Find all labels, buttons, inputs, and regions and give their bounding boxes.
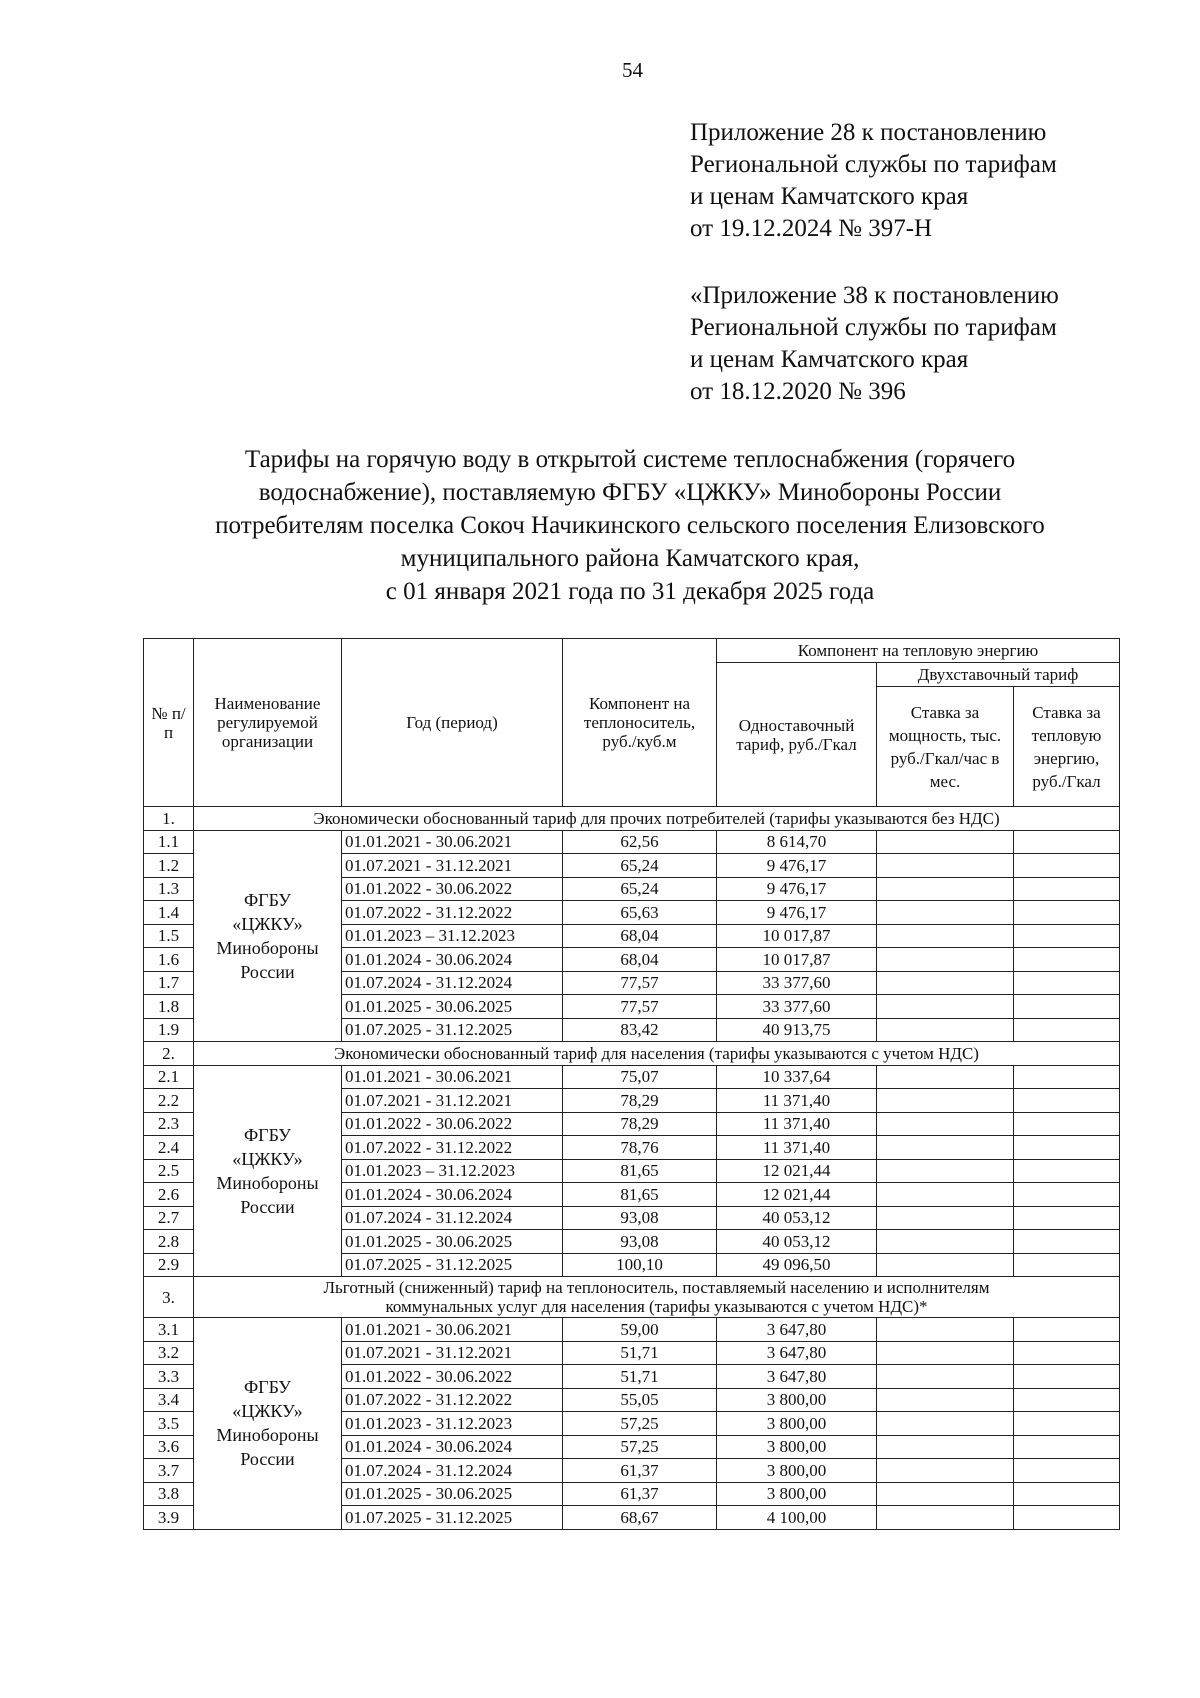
period: 01.07.2021 - 31.12.2021 bbox=[342, 1341, 563, 1365]
capacity-rate bbox=[877, 1230, 1014, 1254]
annex-current bbox=[690, 117, 1057, 245]
capacity-rate bbox=[877, 1318, 1014, 1342]
energy-rate bbox=[1014, 1482, 1120, 1506]
single-rate-tariff: 33 377,60 bbox=[717, 971, 877, 995]
capacity-rate bbox=[877, 1089, 1014, 1113]
row-num: 2.5 bbox=[144, 1159, 194, 1183]
carrier-component: 65,24 bbox=[563, 854, 717, 878]
energy-rate bbox=[1014, 1136, 1120, 1160]
single-rate-tariff: 3 800,00 bbox=[717, 1388, 877, 1412]
org-name bbox=[194, 1065, 342, 1277]
title-line: потребителям поселка Сокоч Начикинского сельского поселения Елизовского bbox=[215, 512, 1045, 539]
capacity-rate bbox=[877, 1253, 1014, 1277]
carrier-component: 68,04 bbox=[563, 948, 717, 972]
capacity-rate bbox=[877, 854, 1014, 878]
title-line: водоснабжение), поставляемую ФГБУ «ЦЖКУ» Минобороны России bbox=[258, 479, 1002, 506]
energy-rate bbox=[1014, 1435, 1120, 1459]
annex-line: Приложение 28 к постановлению bbox=[690, 119, 1047, 146]
period: 01.01.2023 – 31.12.2023 bbox=[342, 924, 563, 948]
capacity-rate bbox=[877, 924, 1014, 948]
row-num: 1.4 bbox=[144, 901, 194, 925]
row-num: 1.7 bbox=[144, 971, 194, 995]
row-num: 3.4 bbox=[144, 1388, 194, 1412]
row-num: 2.4 bbox=[144, 1136, 194, 1160]
annex-line: от 19.12.2024 № 397-Н bbox=[690, 215, 933, 242]
single-rate-tariff: 3 647,80 bbox=[717, 1341, 877, 1365]
header-num: № п/п bbox=[144, 639, 194, 807]
energy-rate bbox=[1014, 1183, 1120, 1207]
carrier-component: 100,10 bbox=[563, 1253, 717, 1277]
capacity-rate bbox=[877, 830, 1014, 854]
single-rate-tariff: 12 021,44 bbox=[717, 1159, 877, 1183]
single-rate-tariff: 8 614,70 bbox=[717, 830, 877, 854]
carrier-component: 75,07 bbox=[563, 1065, 717, 1089]
energy-rate bbox=[1014, 971, 1120, 995]
row-num: 3.9 bbox=[144, 1506, 194, 1530]
period: 01.01.2024 - 30.06.2024 bbox=[342, 1183, 563, 1207]
row-num: 1.6 bbox=[144, 948, 194, 972]
single-rate-tariff: 9 476,17 bbox=[717, 854, 877, 878]
title-line: Тарифы на горячую воду в открытой системе теплоснабжения (горячего bbox=[244, 446, 1016, 473]
period: 01.07.2022 - 31.12.2022 bbox=[342, 1388, 563, 1412]
section-num: 3. bbox=[144, 1277, 194, 1318]
period: 01.07.2022 - 31.12.2022 bbox=[342, 1136, 563, 1160]
period: 01.01.2023 - 31.12.2023 bbox=[342, 1412, 563, 1436]
single-rate-tariff: 10 337,64 bbox=[717, 1065, 877, 1089]
capacity-rate bbox=[877, 1435, 1014, 1459]
energy-rate bbox=[1014, 1388, 1120, 1412]
annex-line: Региональной службы по тарифам bbox=[690, 314, 1057, 341]
single-rate-tariff: 11 371,40 bbox=[717, 1089, 877, 1113]
row-num: 1.1 bbox=[144, 830, 194, 854]
table-row bbox=[144, 830, 1120, 854]
capacity-rate bbox=[877, 1183, 1014, 1207]
energy-rate bbox=[1014, 948, 1120, 972]
period: 01.01.2021 - 30.06.2021 bbox=[342, 830, 563, 854]
energy-rate bbox=[1014, 924, 1120, 948]
page-number: 54 bbox=[622, 58, 643, 82]
org-name-line: «ЦЖКУ» bbox=[232, 913, 303, 934]
capacity-rate bbox=[877, 1159, 1014, 1183]
row-num: 3.5 bbox=[144, 1412, 194, 1436]
carrier-component: 57,25 bbox=[563, 1412, 717, 1436]
energy-rate bbox=[1014, 1206, 1120, 1230]
period: 01.01.2025 - 30.06.2025 bbox=[342, 1230, 563, 1254]
single-rate-tariff: 4 100,00 bbox=[717, 1506, 877, 1530]
period: 01.07.2025 - 31.12.2025 bbox=[342, 1018, 563, 1042]
period: 01.07.2021 - 31.12.2021 bbox=[342, 854, 563, 878]
carrier-component: 51,71 bbox=[563, 1365, 717, 1389]
annex-previous bbox=[690, 280, 1059, 408]
row-num: 3.3 bbox=[144, 1365, 194, 1389]
period: 01.01.2021 - 30.06.2021 bbox=[342, 1318, 563, 1342]
energy-rate bbox=[1014, 1341, 1120, 1365]
header-carrier: Компонент на теплоноситель, руб./куб.м bbox=[563, 639, 717, 807]
org-name-line: «ЦЖКУ» bbox=[232, 1148, 303, 1169]
section-header-row bbox=[144, 1277, 1120, 1318]
title-line: с 01 января 2021 года по 31 декабря 2025 года bbox=[385, 578, 875, 605]
annex-line: «Приложение 38 к постановлению bbox=[690, 282, 1059, 309]
period: 01.01.2022 - 30.06.2022 bbox=[342, 1112, 563, 1136]
single-rate-tariff: 49 096,50 bbox=[717, 1253, 877, 1277]
carrier-component: 83,42 bbox=[563, 1018, 717, 1042]
capacity-rate bbox=[877, 877, 1014, 901]
energy-rate bbox=[1014, 1506, 1120, 1530]
org-name-line: России bbox=[240, 961, 295, 982]
capacity-rate bbox=[877, 1459, 1014, 1483]
section-header-row bbox=[144, 1042, 1120, 1066]
carrier-component: 81,65 bbox=[563, 1159, 717, 1183]
period: 01.01.2024 - 30.06.2024 bbox=[342, 948, 563, 972]
single-rate-tariff: 3 800,00 bbox=[717, 1482, 877, 1506]
carrier-component: 57,25 bbox=[563, 1435, 717, 1459]
row-num: 3.8 bbox=[144, 1482, 194, 1506]
capacity-rate bbox=[877, 901, 1014, 925]
header-capacity-rate: Ставка за мощность, тыс. руб./Гкал/час в мес. bbox=[877, 687, 1014, 807]
carrier-component: 78,29 bbox=[563, 1089, 717, 1113]
header-org: Наименование регулируемой организации bbox=[194, 639, 342, 807]
period: 01.07.2025 - 31.12.2025 bbox=[342, 1506, 563, 1530]
org-name-line: ФГБУ bbox=[243, 889, 292, 910]
row-num: 1.8 bbox=[144, 995, 194, 1019]
single-rate-tariff: 3 800,00 bbox=[717, 1412, 877, 1436]
carrier-component: 61,37 bbox=[563, 1482, 717, 1506]
period: 01.07.2022 - 31.12.2022 bbox=[342, 901, 563, 925]
carrier-component: 55,05 bbox=[563, 1388, 717, 1412]
single-rate-tariff: 10 017,87 bbox=[717, 948, 877, 972]
row-num: 2.8 bbox=[144, 1230, 194, 1254]
carrier-component: 93,08 bbox=[563, 1206, 717, 1230]
capacity-rate bbox=[877, 1506, 1014, 1530]
single-rate-tariff: 33 377,60 bbox=[717, 995, 877, 1019]
capacity-rate bbox=[877, 1206, 1014, 1230]
org-name-line: России bbox=[240, 1449, 295, 1470]
period: 01.07.2024 - 31.12.2024 bbox=[342, 1206, 563, 1230]
row-num: 3.6 bbox=[144, 1435, 194, 1459]
org-name-line: ФГБУ bbox=[243, 1124, 292, 1145]
energy-rate bbox=[1014, 1230, 1120, 1254]
table-row bbox=[144, 1065, 1120, 1089]
period: 01.07.2024 - 31.12.2024 bbox=[342, 1459, 563, 1483]
tariff-table bbox=[143, 638, 1120, 1530]
single-rate-tariff: 3 800,00 bbox=[717, 1435, 877, 1459]
single-rate-tariff: 3 647,80 bbox=[717, 1318, 877, 1342]
header-energy-rate: Ставка за тепловую энергию, руб./Гкал bbox=[1014, 687, 1120, 807]
document-title bbox=[130, 443, 1130, 608]
carrier-component: 81,65 bbox=[563, 1183, 717, 1207]
capacity-rate bbox=[877, 1112, 1014, 1136]
capacity-rate bbox=[877, 1065, 1014, 1089]
period: 01.01.2022 - 30.06.2022 bbox=[342, 877, 563, 901]
org-name-line: Минобороны bbox=[216, 1425, 319, 1446]
org-name-line: Минобороны bbox=[216, 937, 319, 958]
period: 01.01.2021 - 30.06.2021 bbox=[342, 1065, 563, 1089]
energy-rate bbox=[1014, 1112, 1120, 1136]
period: 01.07.2025 - 31.12.2025 bbox=[342, 1253, 563, 1277]
energy-rate bbox=[1014, 995, 1120, 1019]
energy-rate bbox=[1014, 1318, 1120, 1342]
org-name-line: России bbox=[240, 1196, 295, 1217]
single-rate-tariff: 9 476,17 bbox=[717, 877, 877, 901]
single-rate-tariff: 10 017,87 bbox=[717, 924, 877, 948]
section-title: Экономически обоснованный тариф для населения (тарифы указываются с учетом НДС) bbox=[194, 1042, 1120, 1066]
energy-rate bbox=[1014, 1159, 1120, 1183]
row-num: 1.2 bbox=[144, 854, 194, 878]
org-name-line: Минобороны bbox=[216, 1172, 319, 1193]
energy-rate bbox=[1014, 1089, 1120, 1113]
row-num: 3.7 bbox=[144, 1459, 194, 1483]
org-name bbox=[194, 1318, 342, 1530]
energy-rate bbox=[1014, 854, 1120, 878]
section-title: Экономически обоснованный тариф для прочих потребителей (тарифы указываются без НДС) bbox=[194, 807, 1120, 831]
energy-rate bbox=[1014, 1018, 1120, 1042]
energy-rate bbox=[1014, 877, 1120, 901]
capacity-rate bbox=[877, 1388, 1014, 1412]
carrier-component: 93,08 bbox=[563, 1230, 717, 1254]
single-rate-tariff: 12 021,44 bbox=[717, 1183, 877, 1207]
period: 01.01.2024 - 30.06.2024 bbox=[342, 1435, 563, 1459]
capacity-rate bbox=[877, 948, 1014, 972]
carrier-component: 78,76 bbox=[563, 1136, 717, 1160]
row-num: 2.9 bbox=[144, 1253, 194, 1277]
carrier-component: 65,63 bbox=[563, 901, 717, 925]
row-num: 1.3 bbox=[144, 877, 194, 901]
single-rate-tariff: 40 053,12 bbox=[717, 1230, 877, 1254]
row-num: 2.2 bbox=[144, 1089, 194, 1113]
carrier-component: 77,57 bbox=[563, 995, 717, 1019]
org-name-line: «ЦЖКУ» bbox=[232, 1401, 303, 1422]
single-rate-tariff: 40 053,12 bbox=[717, 1206, 877, 1230]
table-row bbox=[144, 1318, 1120, 1342]
carrier-component: 62,56 bbox=[563, 830, 717, 854]
capacity-rate bbox=[877, 1136, 1014, 1160]
section-num: 1. bbox=[144, 807, 194, 831]
header-two-rate-group: Двухставочный тариф bbox=[877, 663, 1120, 687]
capacity-rate bbox=[877, 1482, 1014, 1506]
capacity-rate bbox=[877, 1018, 1014, 1042]
carrier-component: 59,00 bbox=[563, 1318, 717, 1342]
single-rate-tariff: 11 371,40 bbox=[717, 1112, 877, 1136]
row-num: 2.7 bbox=[144, 1206, 194, 1230]
row-num: 2.6 bbox=[144, 1183, 194, 1207]
annex-line: Региональной службы по тарифам bbox=[690, 151, 1057, 178]
header-period: Год (период) bbox=[342, 639, 563, 807]
carrier-component: 51,71 bbox=[563, 1341, 717, 1365]
annex-line: и ценам Камчатского края bbox=[690, 183, 969, 210]
annex-line: и ценам Камчатского края bbox=[690, 346, 969, 373]
table-body bbox=[144, 807, 1120, 1530]
single-rate-tariff: 9 476,17 bbox=[717, 901, 877, 925]
section-num: 2. bbox=[144, 1042, 194, 1066]
single-rate-tariff: 40 913,75 bbox=[717, 1018, 877, 1042]
energy-rate bbox=[1014, 1065, 1120, 1089]
carrier-component: 77,57 bbox=[563, 971, 717, 995]
title-line: муниципального района Камчатского края, bbox=[400, 545, 860, 572]
capacity-rate bbox=[877, 1412, 1014, 1436]
section-header-row bbox=[144, 807, 1120, 831]
org-name-line: ФГБУ bbox=[243, 1377, 292, 1398]
period: 01.07.2024 - 31.12.2024 bbox=[342, 971, 563, 995]
single-rate-tariff: 3 800,00 bbox=[717, 1459, 877, 1483]
row-num: 1.5 bbox=[144, 924, 194, 948]
row-num: 1.9 bbox=[144, 1018, 194, 1042]
energy-rate bbox=[1014, 830, 1120, 854]
single-rate-tariff: 3 647,80 bbox=[717, 1365, 877, 1389]
row-num: 3.1 bbox=[144, 1318, 194, 1342]
capacity-rate bbox=[877, 1341, 1014, 1365]
row-num: 2.1 bbox=[144, 1065, 194, 1089]
energy-rate bbox=[1014, 1412, 1120, 1436]
carrier-component: 65,24 bbox=[563, 877, 717, 901]
period: 01.01.2025 - 30.06.2025 bbox=[342, 1482, 563, 1506]
period: 01.01.2022 - 30.06.2022 bbox=[342, 1365, 563, 1389]
header-single-rate: Одноставочный тариф, руб./Гкал bbox=[717, 663, 877, 807]
period: 01.07.2021 - 31.12.2021 bbox=[342, 1089, 563, 1113]
capacity-rate bbox=[877, 971, 1014, 995]
capacity-rate bbox=[877, 995, 1014, 1019]
org-name bbox=[194, 830, 342, 1042]
energy-rate bbox=[1014, 1365, 1120, 1389]
carrier-component: 78,29 bbox=[563, 1112, 717, 1136]
row-num: 3.2 bbox=[144, 1341, 194, 1365]
carrier-component: 68,67 bbox=[563, 1506, 717, 1530]
period: 01.01.2023 – 31.12.2023 bbox=[342, 1159, 563, 1183]
carrier-component: 68,04 bbox=[563, 924, 717, 948]
energy-rate bbox=[1014, 1253, 1120, 1277]
annex-line: от 18.12.2020 № 396 bbox=[690, 378, 906, 405]
carrier-component: 61,37 bbox=[563, 1459, 717, 1483]
single-rate-tariff: 11 371,40 bbox=[717, 1136, 877, 1160]
energy-rate bbox=[1014, 901, 1120, 925]
row-num: 2.3 bbox=[144, 1112, 194, 1136]
period: 01.01.2025 - 30.06.2025 bbox=[342, 995, 563, 1019]
header-energy-group: Компонент на тепловую энергию bbox=[717, 639, 1120, 663]
capacity-rate bbox=[877, 1365, 1014, 1389]
section-title: Льготный (сниженный) тариф на теплоноситель, поставляемый населению и исполнителям коммунальных услуг для населения (тарифы указываются с учетом НДС)* bbox=[194, 1277, 1120, 1318]
energy-rate bbox=[1014, 1459, 1120, 1483]
